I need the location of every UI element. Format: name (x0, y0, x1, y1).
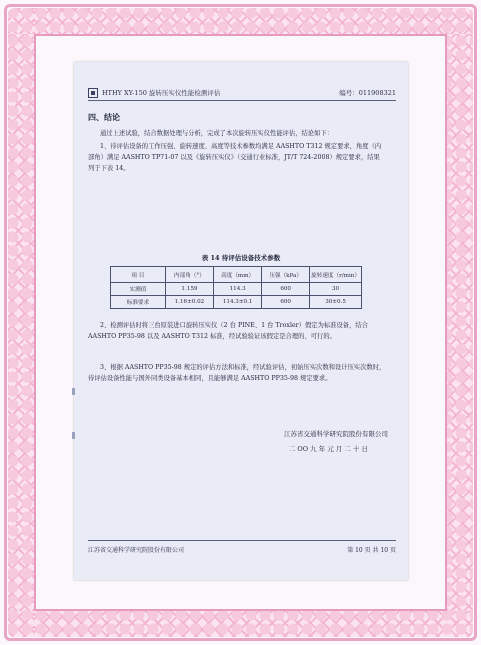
signature-org: 江苏省交通科学研究院股份有限公司 (284, 430, 388, 438)
conclusion-1: 1、待评估设备的工作压强、旋转速度、高度等技术参数均满足 AASHTO T312 规定要求，角度（内部角）满足 AASHTO TP71-07 以及《旋转压实仪》（交通行业标准，JT/T 724-2008）规定要求，结果列于下表 14。 (88, 143, 382, 172)
table-cell: 30±0.5 (310, 296, 362, 309)
table-cell: 1.159 (165, 283, 213, 296)
section-title: 四、结论 (88, 112, 120, 122)
table-row (111, 283, 362, 296)
table-cell: 实测值 (111, 283, 166, 296)
table-cell: 30 (310, 283, 362, 296)
conclusion-2: 2、检测评估时将三台原装进口旋转压实仪（2 台 PINE、1 台 Troxler）假定为标准设备，结合 AASHTO PP35-98 以及 AASHTO T312 标准，经试验验证该假定是合理的、可行的。 (88, 322, 368, 340)
table-row (111, 296, 362, 309)
table-cell: 1.16±0.02 (165, 296, 213, 309)
table-cell: 114.3 (214, 283, 262, 296)
header-height: 高度（mm） (214, 267, 262, 283)
report-sheet (74, 62, 408, 580)
footer-org: 江苏省交通科学研究院股份有限公司 (88, 547, 185, 554)
institute-logo-icon (88, 88, 98, 98)
document-number: 编号：011908321 (339, 89, 396, 97)
page-number: 第 10 页 共 10 页 (347, 547, 396, 554)
header-pressure: 压强（kPa） (262, 267, 310, 283)
table-cell: 600 (262, 296, 310, 309)
page-header (88, 88, 396, 101)
table-header-row (111, 267, 362, 283)
binding-mark (72, 388, 75, 395)
table-cell: 标准要求 (111, 296, 166, 309)
parameters-table (110, 266, 362, 309)
binding-mark (72, 432, 75, 439)
table-cell: 114.3±0.1 (214, 296, 262, 309)
signature-date: 二 OO 九 年 元 月 二 十 日 (288, 445, 368, 453)
table-caption: 表 14 待评估设备技术参数 (201, 254, 281, 262)
intro-paragraph: 通过上述试验，结合数据处理与分析，完成了本次旋转压实仪性能评估，结论如下： (100, 130, 333, 137)
header-item: 项 目 (111, 267, 166, 283)
footer-divider (88, 540, 396, 541)
table-cell: 600 (262, 283, 310, 296)
header-internal-angle: 内部角（°） (165, 267, 213, 283)
header-rotation-speed: 旋转速度（r/min） (310, 267, 362, 283)
header-title: HTHY XY-150 旋转压实仪性能检测评估 (102, 89, 221, 97)
conclusion-3: 3、根据 AASHTO PP35-98 规定的评估方法和标准，经试验评估，初始压实次数和设计压实次数时，待评估设备性能与国外同类设备基本相同，且能够满足 AASHTO PP35-98 规定要求。 (88, 364, 386, 382)
